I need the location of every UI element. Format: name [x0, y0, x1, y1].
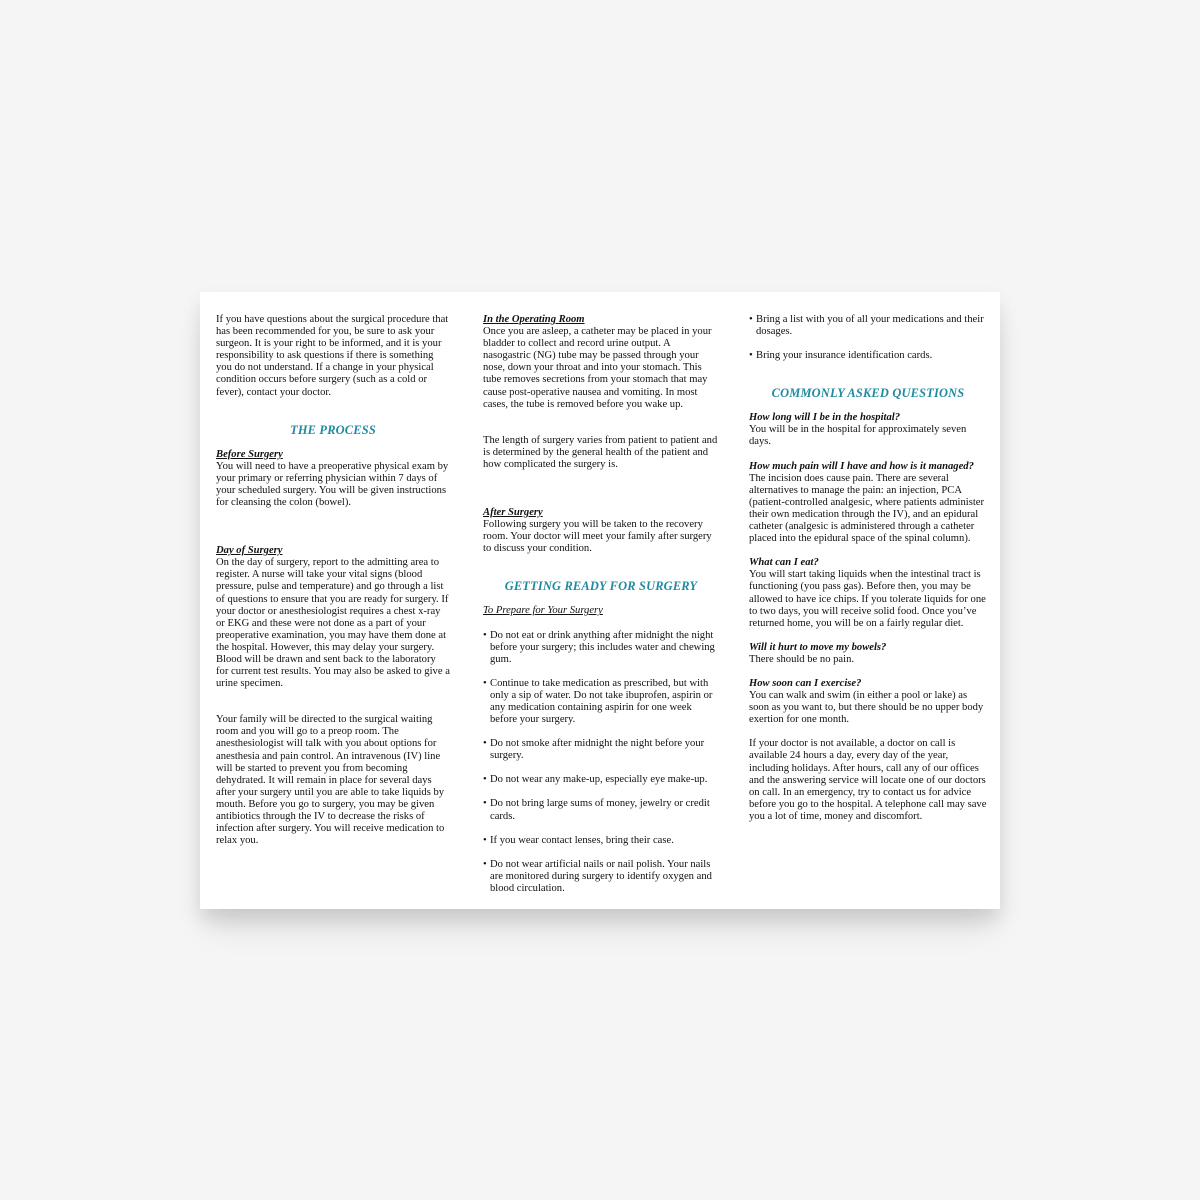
faq-question: How much pain will I have and how is it managed? — [749, 460, 974, 472]
faq-title: COMMONLY ASKED QUESTIONS — [771, 386, 965, 401]
faq-answer: There should be no pain. — [749, 653, 855, 665]
getting-ready-title: GETTING READY FOR SURGERY — [504, 579, 698, 594]
list-item: • Do not wear any make-up, especially eye make-up. — [483, 774, 719, 786]
list-item: • Bring your insurance identification cards. — [749, 350, 987, 362]
list-item: • Continue to take medication as prescribed, but with only a sip of water. Do not take ibuprofen, aspirin or any medication containing aspirin for one week before your surgery. — [483, 678, 719, 726]
process-title: THE PROCESS — [290, 422, 376, 437]
list-item: • Do not smoke after midnight the night before your surgery. — [483, 738, 719, 762]
closing-paragraph: If your doctor is not available, a doctor on call is available 24 hours a day, every day of the year, including holidays. After hours, call any of our offices and the answering service will locate one of our doctors on call. In an emergency, try to contact us for advice before you go to the hospital. A telephone call may save you a lot of time, money and discomfort. — [749, 738, 987, 822]
before-surgery-text: You will need to have a preoperative physical exam by your primary or referring physician within 7 days of your scheduled surgery. You will be given instructions for cleansing the colon (bowel). — [216, 460, 449, 509]
intro-paragraph: If you have questions about the surgical procedure that has been recommended for you, be sure to ask your surgeon. It is your right to be informed, and it is your responsibility to ask questions if there is something you do not understand. If a change in your physical condition occurs before surgery (such as a cold or fever), contact your doctor. — [216, 314, 449, 398]
faq-question: Will it hurt to move my bowels? — [749, 641, 887, 653]
faq-question: How long will I be in the hospital? — [749, 412, 900, 424]
faq-answer: You will start taking liquids when the intestinal tract is functioning (you pass gas). Before then, you may be allowed to have ice chips. If you tolerate liquids for one to two days, you will receive solid food. Once you’ve returned home, you will be on a fairly regular diet. — [749, 569, 986, 629]
column-middle — [483, 314, 719, 907]
list-item: • Do not bring large sums of money, jewelry or credit cards. — [483, 798, 719, 822]
column-right — [749, 314, 987, 823]
faq-question: What can I eat? — [749, 557, 819, 569]
faq-question: How soon can I exercise? — [749, 677, 862, 689]
list-item: • Do not eat or drink anything after midnight the night before your surgery; this includes water and chewing gum. — [483, 630, 719, 666]
day-of-surgery-heading: Day of Surgery — [216, 545, 283, 557]
after-surgery-heading: After Surgery — [483, 507, 543, 519]
operating-room-text: Once you are asleep, a catheter may be placed in your bladder to collect and record urine output. A nasogastric (NG) tube may be passed through your nose, down your throat and into your stomach. This tube removes secretions from your stomach that may cause post-operative nausea and vomiting. In most cases, the tube is removed before you wake up. — [483, 326, 712, 410]
day-of-surgery-text: On the day of surgery, report to the admitting area to register. A nurse will take your vital signs (blood pressure, pulse and temperature) and go through a list of questions to ensure that you are ready for surgery. If your doctor or anesthesiologist requires a chest x-ray or EKG and these were not done as a part of your preoperative examination, you may have them done at the hospital. However, this may delay your surgery. Blood will be drawn and sent back to the laboratory for current test results. You may also be asked to give a urine specimen. — [216, 557, 450, 690]
family-waiting-text: Your family will be directed to the surgical waiting room and you will go to a preop room. The anesthesiologist will talk with you about options for anesthesia and pain control. An intravenous (IV) line will be started to prevent you from becoming dehydrated. It will remain in place for several days after your surgery until you are able to take liquids by mouth. Before you go to surgery, you may be given antibiotics through the IV to decrease the risks of infection after surgery. You will receive medication to relax you. — [216, 714, 445, 847]
prepare-list — [483, 630, 719, 896]
faq-answer: The incision does cause pain. There are several alternatives to manage the pain: an injection, PCA (patient-controlled analgesic, where patients administer their own medication through the IV), and an epidural catheter (analgesic is administered through a catheter placed into the epidural space of the spinal column). — [749, 472, 985, 545]
bring-list — [749, 314, 987, 362]
list-item: • Bring a list with you of all your medications and their dosages. — [749, 314, 987, 338]
before-surgery-heading: Before Surgery — [216, 448, 283, 460]
faq-answer: You will be in the hospital for approximately seven days. — [749, 424, 967, 448]
list-item: • Do not wear artificial nails or nail polish. Your nails are monitored during surgery to identify oxygen and blood circulation. — [483, 859, 719, 895]
brochure-sheet — [200, 292, 1000, 909]
column-left — [216, 314, 450, 847]
operating-room-heading: In the Operating Room — [483, 314, 585, 325]
prepare-heading: To Prepare for Your Surgery — [483, 605, 603, 617]
after-surgery-text: Following surgery you will be taken to the recovery room. Your doctor will meet your family after surgery to discuss your condition. — [483, 519, 712, 555]
list-item: • If you wear contact lenses, bring their case. — [483, 835, 719, 847]
surgery-length-text: The length of surgery varies from patient to patient and is determined by the general health of the patient and how complicated the surgery is. — [483, 434, 718, 470]
faq-answer: You can walk and swim (in either a pool or lake) as soon as you want to, but there should be no upper body exertion for one month. — [749, 690, 984, 726]
